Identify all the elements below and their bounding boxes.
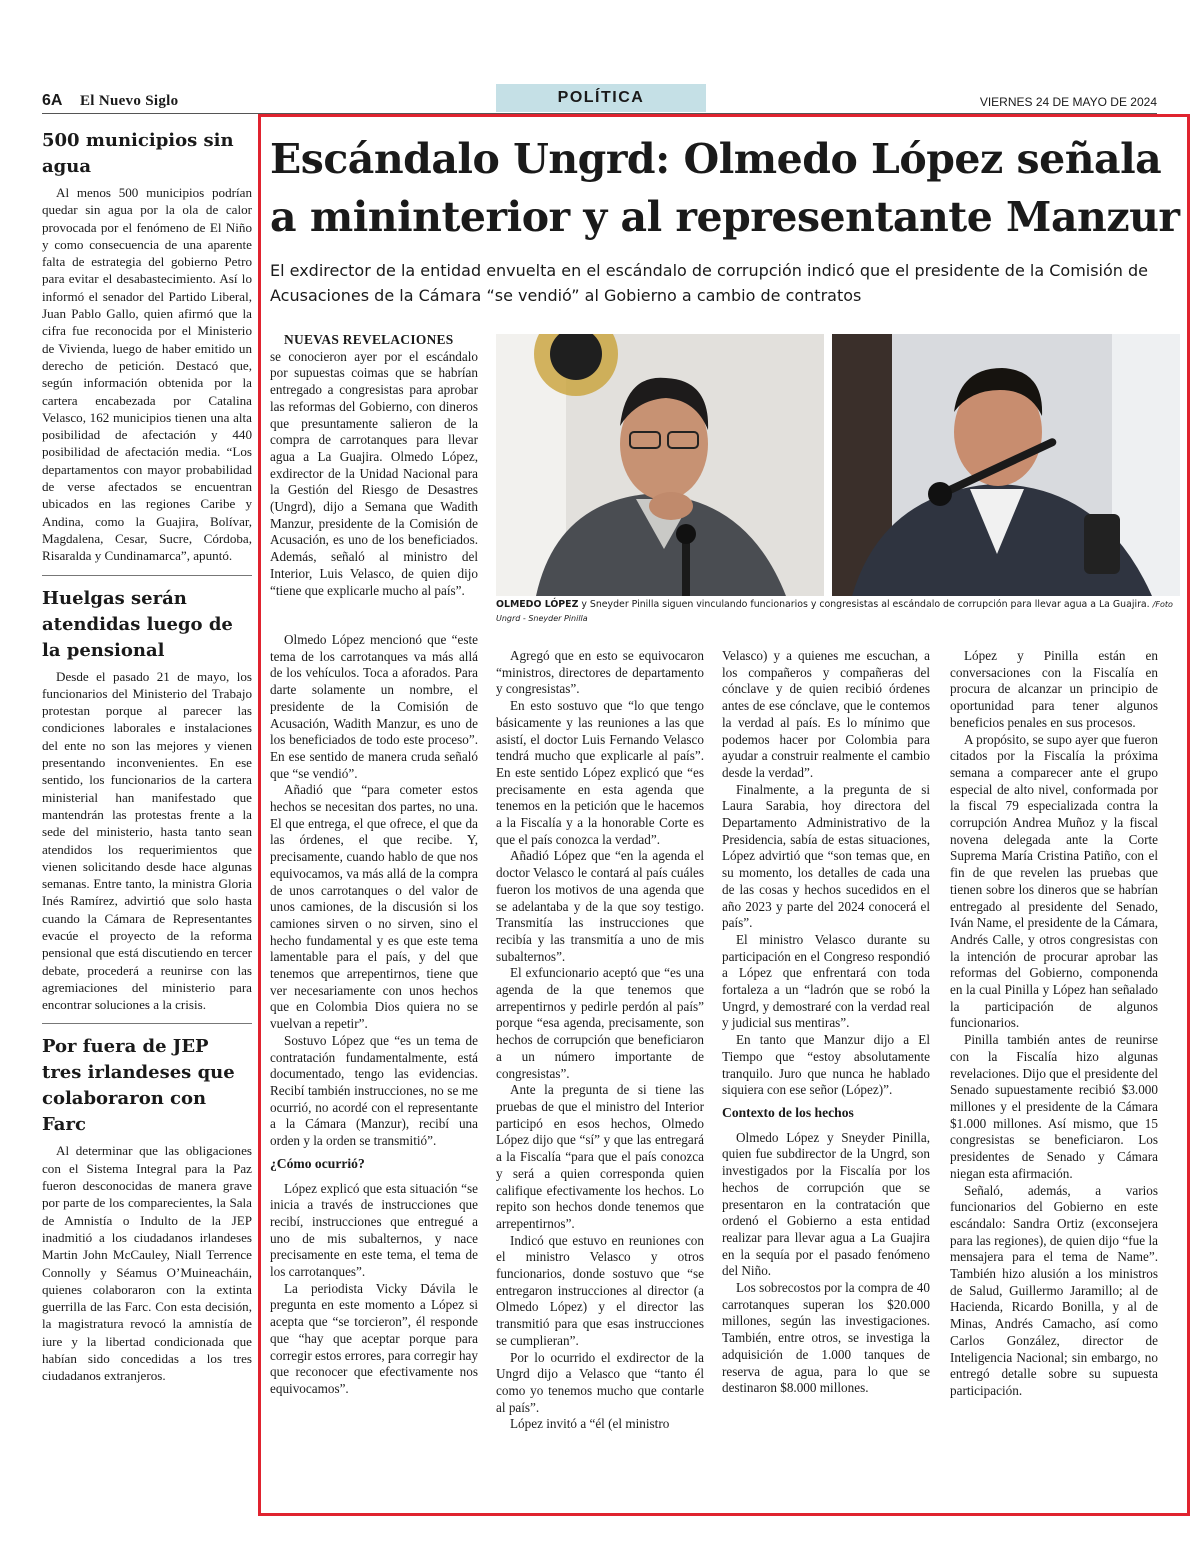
article-paragraph: La periodista Vicky Dávila le pregunta en este momento a López si acepta que “se torcieron”, él responde que “hay que aceptar porque para corregir estos errores, para corregir hay que reconocer que efectivamente nos equivocamos”. xyxy=(270,1280,478,1396)
brief-title: Por fuera de JEP tres irlandeses que colaboraron con Farc xyxy=(42,1036,235,1136)
brief-text: Al determinar que las obligaciones con el Sistema Integral para la Paz fueron desconocidas de manera grave por parte de los comparecientes, la Sala de Amnistía o Indulto de la JEP inadmitió a los ciudadanos irlandeses Martin John McCauley, Niall Terrence Connolly y Séamus O’Muineacháin, quienes colaboraron con la extinta guerrilla de las Farc. Con esta decisión, la magistratura revocó la amnistía de iure y la libertad condicionada que habían sido concedidas a los tres ciudadanos extranjeros. xyxy=(42,1143,252,1384)
photo-olmedo-lopez xyxy=(496,334,824,596)
page-number: 6A xyxy=(42,92,63,109)
portrait-sneyder-pinilla xyxy=(832,334,1180,596)
newspaper-name: El Nuevo Siglo xyxy=(80,93,179,109)
article-paragraph: Ante la pregunta de si tiene las pruebas de que el ministro del Interior participó en esos hechos, Olmedo López dijo que “sí” y que las entregará a la Fiscalía “para que el país conozca y será a quien corresponda quien califique efectivamente los hechos. Lo repito son hechos donde tenemos que arrepentirnos”. xyxy=(496,1082,704,1231)
article-paragraph: Olmedo López mencionó que “este tema de los carrotanques va más allá de los vehículos. Toca a aforados. Para darte solamente un nombre, el presidente de la Comisión de Acusación, Wadith Manzur, es uno de los beneficiados de todo este proceso”. En ese sentido de manera cruda señaló que “se vendió”. xyxy=(270,632,478,781)
brief-divider xyxy=(42,1023,252,1024)
article-paragraph: Sostuvo López que “es un tema de contratación fundamentalmente, está documentado, tengo las evidencias. Recibí también instrucciones, no se me ocurrió, no acordé con el representante a la Cámara (Manzur), recibí una orden y la orden se transmitió”. xyxy=(270,1032,478,1149)
caption-lead: OLMEDO LÓPEZ xyxy=(496,599,579,610)
article-headline: Escándalo Ungrd: Olmedo López señala a mininterior y al representante Manzur xyxy=(270,135,1180,241)
article-paragraph: Añadió que “para cometer estos hechos se necesitan dos partes, no una. El que entrega, el que ofrece, el que da las órdenes, el que recibe. Y, precisamente, cuando hablo de que nos equivocamos, va más allá de la compra de unos carrotanques o del valor de unos camiones, de la discusión si los camiones sirven o no sirven, sino el hecho fundamental y es que este tema lamentable para el país, y del que tenemos que arrepentirnos, tiene que ver necesariamente con unos hechos que en Colombia Dios quiera no se vuelvan a repetir”. xyxy=(270,782,478,1032)
article-column-5 xyxy=(950,648,1158,1400)
article-paragraph: Señaló, además, a varios funcionarios del Gobierno en este escándalo: Sandra Ortiz (exconsejera para las regiones), de quien dijo “fue la mensajera para el tema de Name”. También hizo alusión a los ministros de Salud, Guillermo Jaramillo; al de Hacienda, Ricardo Bonilla, y al de Minas, Andrés Camacho, así como Carlos González, director de Inteligencia Nacional; sin embargo, no entregó detalle sobre su supuesta participación. xyxy=(950,1182,1158,1398)
section-subhead: Contexto de los hechos xyxy=(722,1104,854,1120)
article-kicker: NUEVAS REVELACIONES xyxy=(284,332,454,347)
brief-title: Huelgas serán atendidas luego de la pensional xyxy=(42,587,233,661)
article-column-1 xyxy=(270,332,478,599)
article-lead: se conocieron ayer por el escándalo por supuestas coimas que se habrían entregado a congresistas para aprobar las reformas del Gobierno, con dineros que presuntamente salieron de la compra de carrotanques para llevar agua a La Guajira. Olmedo López, exdirector de la Unidad Nacional para la Gestión del Riesgo de Desastres (Ungrd), dijo a Semana que Wadith Manzur, presidente de la Comisión de Acusación, es uno de los beneficiados. Además, señaló al ministro del Interior, Luis Velasco, de quien dijo “tiene que explicarle mucho al país”. xyxy=(270,348,478,598)
article-paragraph: López y Pinilla están en conversaciones con la Fiscalía en procura de alcanzar un principio de oportunidad para tener algunos beneficios penales en sus procesos. xyxy=(950,648,1158,730)
article-paragraph: Olmedo López y Sneyder Pinilla, quien fue subdirector de la Ungrd, son investigados por la Fiscalía por los hechos de corrupción que se presentaron en la contratación que ordenó el Gobierno a esta entidad realizar para llevar agua a La Guajira en la sequía por el pasado fenómeno del Niño. xyxy=(722,1129,930,1279)
article-column-4 xyxy=(722,648,930,1397)
article-paragraph: En tanto que Manzur dijo a El Tiempo que “estoy absolutamente tranquilo. Juro que nunca he hablado siquiera con ese señor (López)”. xyxy=(722,1032,930,1098)
brief-title: 500 municipios sin agua xyxy=(42,130,234,177)
article-paragraph: Indicó que estuvo en reuniones con el ministro Velasco y otros funcionarios, donde sostuvo que “se entregaron instrucciones al director (a Olmedo López) y el director las transmitió para que esas instrucciones se cumplieran”. xyxy=(496,1232,704,1348)
article-paragraph: El exfuncionario aceptó que “es una agenda de la que tenemos que arrepentirnos y pedirle perdón al país” porque “esa agenda, precisamente, son hechos de corrupción que beneficiaron a un número importante de congresistas”. xyxy=(496,965,704,1081)
section-subhead: ¿Cómo ocurrió? xyxy=(270,1155,365,1171)
article-paragraph: Agregó que en esto se equivocaron “ministros, directores de departamento y congresistas”. xyxy=(496,648,704,697)
article-paragraph: Por lo ocurrido el exdirector de la Ungrd dijo a Velasco que “tanto él como yo tenemos mucho que contarle al país”. xyxy=(496,1349,704,1415)
section-label: POLÍTICA xyxy=(496,84,706,112)
article-paragraph: Añadió López que “en la agenda el doctor Velasco le contará al país cuáles fueron los motivos de una agenda que se adelantaba y de la que soy testigo. Transmitía las instrucciones que recibía y las transmitía a uno de mis subalternos”. xyxy=(496,848,704,964)
article-paragraph: Los sobrecostos por la compra de 40 carrotanques superan los $20.000 millones, según las investigaciones. También, entre otros, se investiga la adquisición de 1.000 tanques de reserva de agua, para lo que se destinaron $8.000 millones. xyxy=(722,1280,930,1396)
article-paragraph: Finalmente, a la pregunta de si Laura Sarabia, hoy directora del Departamento Administrativo de la Presidencia, sabía de estas situaciones, López advirtió que “son temas que, en su momento, los detalles de cada una de las cosas y hechos sucedidos en el año 2023 y parte del 2024 conocerá el país”. xyxy=(722,781,930,931)
article-column-3 xyxy=(496,648,704,1433)
article-paragraph: López explicó que esta situación “se inicia a través de instrucciones que recibí, instrucciones que entregué a uno de mis subalternos, y nace precisamente en este tema, el tema de los carrotanques”. xyxy=(270,1180,478,1280)
photo-sneyder-pinilla xyxy=(832,334,1180,596)
article-subheadline: El exdirector de la entidad envuelta en el escándalo de corrupción indicó que el presidente de la Comisión de Acusaciones de la Cámara “se vendió” al Gobierno a cambio de contratos xyxy=(270,261,1149,305)
article-column-2 xyxy=(270,632,478,1398)
news-briefs-sidebar xyxy=(42,128,252,1385)
article-paragraph: En esto sostuvo que “lo que tengo básicamente y las reuniones a las que asistí, el doctor Luis Fernando Velasco tendrá mucho que explicarle al país”. En este sentido López explicó que “es precisamente en esta agenda que tenemos en la petición que le hacemos a la Fiscalía y a la honorable Corte es que el país conozca la verdad”. xyxy=(496,698,704,847)
brief-text: Desde el pasado 21 de mayo, los funcionarios del Ministerio del Trabajo protestan porque al parecer las condiciones laborales e instalaciones del ente no son las mejores y vienen presentando inconvenientes. En ese sentido, los funcionarios de la cartera ministerial han manifestado que mantendrán las protestas frente a la sede del ministerio, hasta tanto sean atendidos los requerimientos que vienen solicitando desde hace algunas semanas. Entre tanto, la ministra Gloria Inés Ramírez, advirtió que solo hasta cuando la Cámara de Representantes evacúe el proyecto de la reforma pensional que está discutiendo en tercer debate, procederá a reunirse con las agremiaciones del ministerio para encontrar soluciones a la crisis. xyxy=(42,668,252,1013)
brief-divider xyxy=(42,575,252,576)
brief-text: Al menos 500 municipios podrían quedar sin agua por la ola de calor provocada por el fenómeno de El Niño y como consecuencia de una aparente falta de estrategia del gobierno Petro para evitar el desabastecimiento. Así lo informó el senador del Partido Liberal, Juan Pablo Gallo, quien afirmó que la cifra fue reconocida por el Ministerio de Vivienda, luego de haber emitido un derecho de petición. Destacó que, según información obtenida por la cartera encabezada por Catalina Velasco, 162 municipios tienen una alta posibilidad de afectación y 440 posibilidad de afectación media. “Los departamentos con mayor probabilidad de verse afectados se encuentran ubicados en las regiones Caribe y Andina, como la Guajira, Bolívar, Magdalena, Cesar, Sucre, Córdoba, Risaralda y Cundinamarca”, apuntó. xyxy=(42,185,252,564)
photo-caption xyxy=(496,598,1180,626)
article-paragraph: A propósito, se supo ayer que fueron citados por la Fiscalía la próxima semana a comparecer ante el grupo especial de alto nivel, conformada por la fiscal 79 especializada contra la corrupción Andrea Muñoz y la fiscal novena delegada ante la Corte Suprema María Cristina Patiño, con el fin de que revelen las pruebas que tienen sobre los dineros que se habrían entregado al presidente del Senado, Iván Name, el presidente de la Cámara, Andrés Calle, y otros congresistas con la intención de procurar aprobar las reformas del Gobierno, componenda en la cual Pinilla y López han señalado la participación de algunos funcionarios. xyxy=(950,731,1158,1031)
caption-credit: /Foto Ungrd - Sneyder Pinilla xyxy=(496,600,1173,623)
caption-text: y Sneyder Pinilla siguen vinculando funcionarios y congresistas al escándalo de corrupción para llevar agua a La Guajira. xyxy=(581,599,1150,610)
portrait-olmedo-lopez xyxy=(496,334,824,596)
article-paragraph: López invitó a “él (el ministro xyxy=(510,1416,670,1432)
article-paragraph: Velasco) y a quienes me escuchan, a los compañeros y compañeras del cónclave y de quien recibió órdenes antes de ese cónclave, que le contemos la verdad al país. Es lo mínimo que podemos hacer por Colombia para ayudar a construir realmente el cambio desde la verdad”. xyxy=(722,648,930,780)
article-paragraph: El ministro Velasco durante su participación en el Congreso respondió a López que enfrentará con toda fortaleza a un “ladrón que se robó la Ungrd, y demostraré con la verdad real y judicial sus mentiras”. xyxy=(722,931,930,1031)
issue-date: VIERNES 24 DE MAYO DE 2024 xyxy=(979,95,1157,109)
article-paragraph: Pinilla también antes de reunirse con la Fiscalía hizo algunas revelaciones. Dijo que el presidente del Senado supuestamente recibió $3.000 millones y el presidente de la Cámara $1.000 millones. Así mismo, que 15 congresistas se beneficiaron. Los presidentes de Senado y Cámara niegan esta afirmación. xyxy=(950,1032,1158,1181)
